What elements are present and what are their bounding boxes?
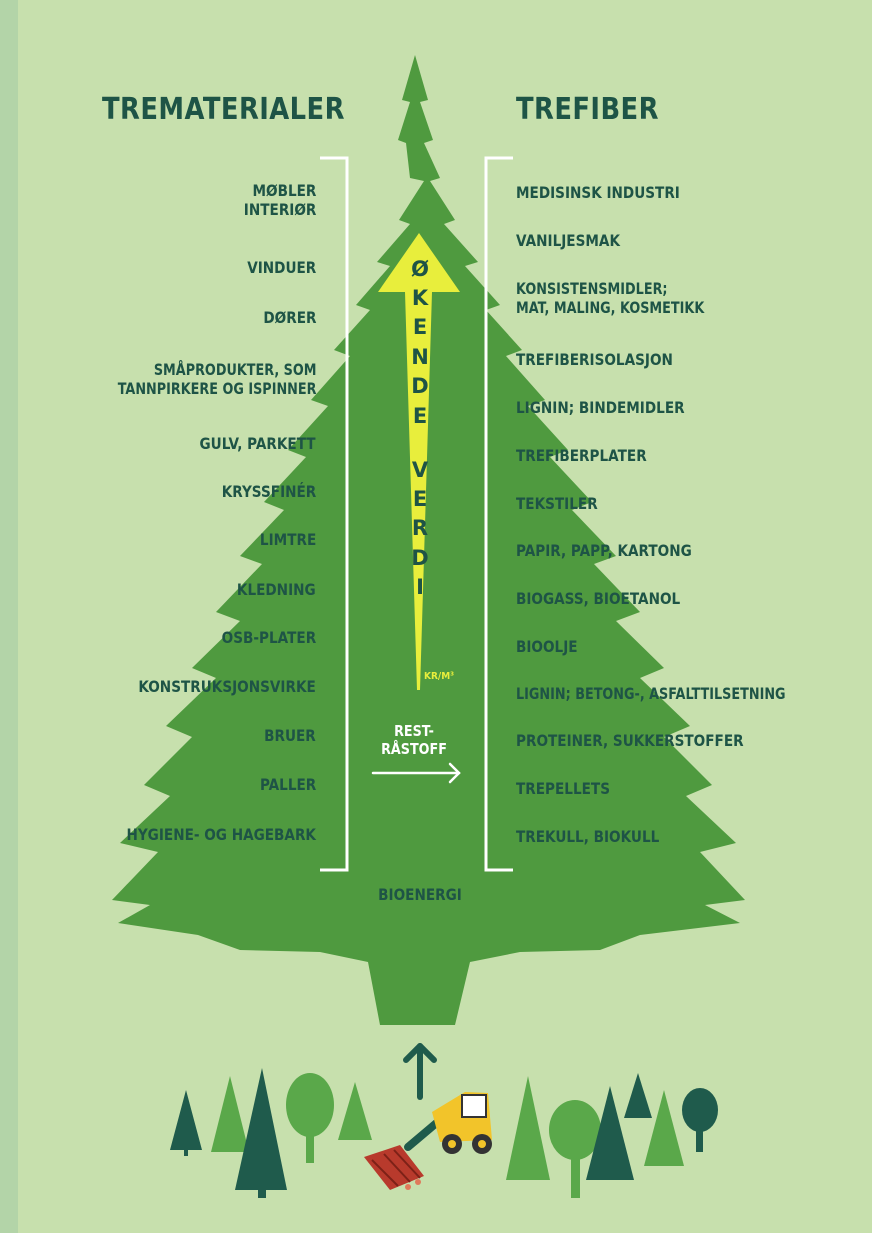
trematerialer-item-line: LIMTRE bbox=[259, 530, 316, 549]
trefiber-item bbox=[516, 398, 685, 417]
trefiber-item bbox=[516, 779, 610, 798]
trematerialer-item-line: KONSTRUKSJONSVIRKE bbox=[138, 677, 316, 696]
upward-arrow-icon bbox=[406, 1046, 434, 1097]
trematerialer-item-line: INTERIØR bbox=[243, 200, 316, 219]
trefiber-item bbox=[516, 231, 620, 250]
trefiber-item-line: MEDISINSK INDUSTRI bbox=[516, 183, 680, 202]
trematerialer-item bbox=[247, 258, 316, 277]
trematerialer-item-line: DØRER bbox=[262, 308, 316, 327]
trefiber-item-line: PAPIR, PAPP, KARTONG bbox=[516, 541, 692, 560]
trefiber-item-line: MAT, MALING, KOSMETIKK bbox=[516, 298, 705, 317]
rest-raastoff-label bbox=[380, 722, 448, 758]
trefiber-item-line: TEKSTILER bbox=[516, 494, 598, 513]
value-arrow-letter: K bbox=[411, 286, 429, 310]
trematerialer-item-line: VINDUER bbox=[246, 258, 316, 277]
trematerialer-item-line: PALLER bbox=[259, 775, 316, 794]
trematerialer-item bbox=[139, 677, 316, 696]
value-arrow-letter: E bbox=[412, 315, 428, 339]
value-arrow-letter: I bbox=[416, 575, 424, 599]
value-arrow-letter: E bbox=[412, 487, 428, 511]
trematerialer-heading: TREMATERIALER bbox=[102, 92, 345, 127]
trematerialer-item-line: BRUER bbox=[264, 726, 316, 745]
trefiber-item bbox=[516, 183, 680, 202]
bioenergi-label: BIOENERGI bbox=[378, 885, 462, 904]
trematerialer-item bbox=[260, 775, 316, 794]
trematerialer-item bbox=[264, 726, 316, 745]
trematerialer-item-line: HYGIENE- OG HAGEBARK bbox=[126, 825, 316, 844]
trematerialer-item-line: GULV, PARKETT bbox=[199, 434, 316, 453]
trefiber-item-line: TREKULL, BIOKULL bbox=[516, 827, 660, 846]
trematerialer-item bbox=[260, 530, 316, 549]
trefiber-item bbox=[516, 279, 704, 317]
rest-label-line: REST- bbox=[394, 722, 434, 740]
trematerialer-item-line: KRYSSFINÉR bbox=[221, 482, 316, 501]
trefiber-item-line: BIOGASS, BIOETANOL bbox=[516, 589, 681, 608]
trematerialer-item bbox=[263, 308, 316, 327]
trefiber-item bbox=[516, 731, 744, 750]
trefiber-item bbox=[516, 684, 786, 703]
trematerialer-item bbox=[221, 628, 316, 647]
trefiber-item-line: LIGNIN; BETONG-, ASFALTTILSETNING bbox=[516, 684, 786, 703]
trefiber-item-line: TREFIBERISOLASJON bbox=[516, 350, 673, 369]
trefiber-item bbox=[516, 350, 673, 369]
trefiber-item bbox=[516, 637, 578, 656]
rest-label-line: RÅSTOFF bbox=[381, 740, 447, 758]
trematerialer-item-line: KLEDNING bbox=[237, 580, 316, 599]
trematerialer-item-line: SMÅPRODUKTER, SOM bbox=[153, 360, 316, 379]
value-arrow-letter: N bbox=[411, 345, 429, 369]
value-arrow-letter: D bbox=[411, 374, 429, 398]
trefiber-item-line: VANILJESMAK bbox=[516, 231, 620, 250]
trefiber-item-line: KONSISTENSMIDLER; bbox=[516, 279, 668, 298]
trefiber-item bbox=[516, 541, 692, 560]
trefiber-item bbox=[516, 494, 598, 513]
trematerialer-item-line: OSB-PLATER bbox=[221, 628, 316, 647]
trefiber-item bbox=[516, 827, 659, 846]
trefiber-item-line: LIGNIN; BINDEMIDLER bbox=[516, 398, 685, 417]
trefiber-item-line: BIOOLJE bbox=[516, 637, 578, 656]
trematerialer-item-line: TANNPIRKERE OG ISPINNER bbox=[117, 379, 316, 398]
value-arrow-letter: E bbox=[412, 404, 428, 428]
value-arrow-letter: D bbox=[411, 546, 429, 570]
trematerialer-item bbox=[117, 360, 316, 398]
value-arrow-letter: R bbox=[411, 516, 429, 540]
trematerialer-item bbox=[221, 482, 316, 501]
trematerialer-item bbox=[126, 825, 316, 844]
trefiber-item-line: PROTEINER, SUKKERSTOFFER bbox=[516, 731, 744, 750]
log-pile-icon bbox=[364, 1145, 424, 1190]
trematerialer-item bbox=[237, 580, 316, 599]
trefiber-item bbox=[516, 589, 680, 608]
trematerialer-item-line: MØBLER bbox=[252, 181, 316, 200]
value-arrow-letter: Ø bbox=[411, 257, 429, 281]
trematerialer-item bbox=[200, 434, 316, 453]
trefiber-item-line: TREFIBERPLATER bbox=[516, 446, 647, 465]
trefiber-heading: TREFIBER bbox=[516, 92, 659, 127]
trematerialer-item bbox=[243, 181, 316, 219]
trefiber-item bbox=[516, 446, 647, 465]
trefiber-item-line: TREPELLETS bbox=[516, 779, 610, 798]
value-arrow-letter: V bbox=[411, 458, 429, 482]
value-unit-label: KR/M³ bbox=[424, 671, 455, 682]
excavator-icon bbox=[408, 1092, 492, 1154]
